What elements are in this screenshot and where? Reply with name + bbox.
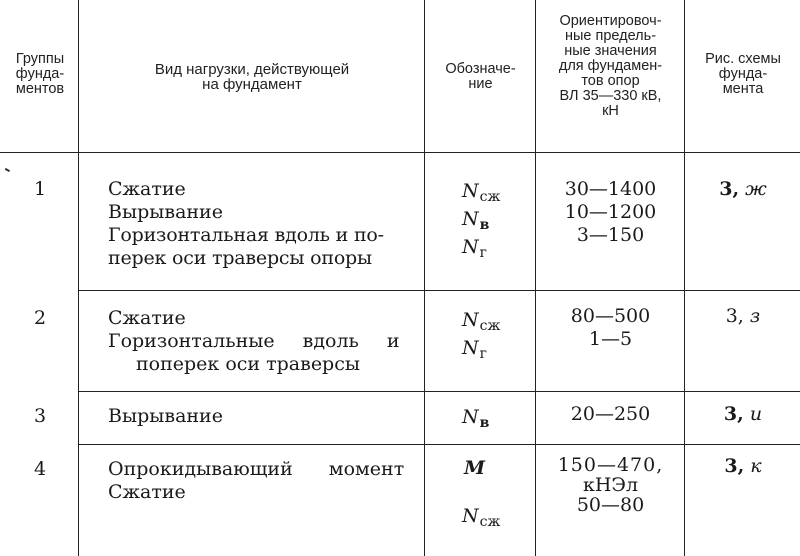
designation-symbols [462,180,500,264]
limit-value: 3—150 [576,224,645,246]
limit-value: 10—1200 [564,201,657,223]
load-symbol: M [464,457,486,479]
load-symbol: $N_г$ [462,337,487,362]
load-line: Вырывание [108,201,223,223]
figure-reference: 3, и [723,403,763,425]
limit-value: 1—5 [588,328,633,350]
load-line: Сжатие [108,307,186,329]
header-designation: Обозначе- ние [445,61,516,92]
limit-values [537,178,684,247]
load-line: Горизонтальная вдоль и по- [108,224,384,246]
load-description [108,458,404,504]
load-line: Сжатие [108,481,186,503]
group-number: 3 [33,405,47,427]
header-groups: Группы фунда- ментов [15,51,65,97]
limit-values [537,403,684,426]
row-rule [78,290,800,291]
load-line: Сжатие [108,178,186,200]
limit-value: 80—500 [570,305,651,327]
column-rule [78,0,79,556]
header-load-type: Вид нагрузки, действующей на фундамент [154,61,350,93]
load-description [108,307,400,376]
load-line: перек оси траверсы опоры [108,247,372,269]
limit-value: кНЭл [582,474,639,496]
header-limit-values: Ориентировоч- ные предель- ные значения для фундамен- тов опор ВЛ 35—330 кВ, кН [558,13,663,119]
figure-reference: 3, ж [719,178,767,200]
load-line: Опрокидывающий момент [108,458,405,480]
designation-symbols [462,406,489,434]
limit-value: 150—470, [557,454,664,476]
group-number: 2 [33,307,47,329]
load-symbol: $N_в$ [462,208,490,233]
row-rule [78,391,800,392]
header-rule [0,152,800,153]
group-number: 4 [33,458,47,480]
load-symbol: $N_{сж}$ [462,180,501,205]
limit-value: 30—1400 [564,178,657,200]
row-rule [78,444,800,445]
load-description [108,178,384,270]
designation-symbols [462,457,500,533]
figure-reference: 3, з [725,305,761,327]
print-speck [5,168,10,172]
column-rule [535,0,536,556]
load-symbol: $N_в$ [462,406,490,431]
column-rule [684,0,685,556]
figure-reference: 3, к [724,455,762,477]
load-line: Вырывание [108,405,223,427]
group-number: 1 [33,178,47,200]
load-symbol: $N_{сж}$ [462,505,501,530]
load-line: Горизонтальные вдоль и [108,330,400,352]
designation-symbols [462,309,500,365]
load-line: поперек оси траверсы [136,353,360,375]
load-symbol: $N_{сж}$ [462,309,501,334]
limit-value: 50—80 [576,494,645,516]
load-symbol: $N_г$ [462,236,487,261]
limit-values [537,455,684,515]
limit-value: 20—250 [570,403,651,425]
column-rule [424,0,425,556]
header-figure: Рис. схемы фунда- мента [705,51,781,97]
limit-values [537,305,684,351]
load-description [108,405,223,428]
